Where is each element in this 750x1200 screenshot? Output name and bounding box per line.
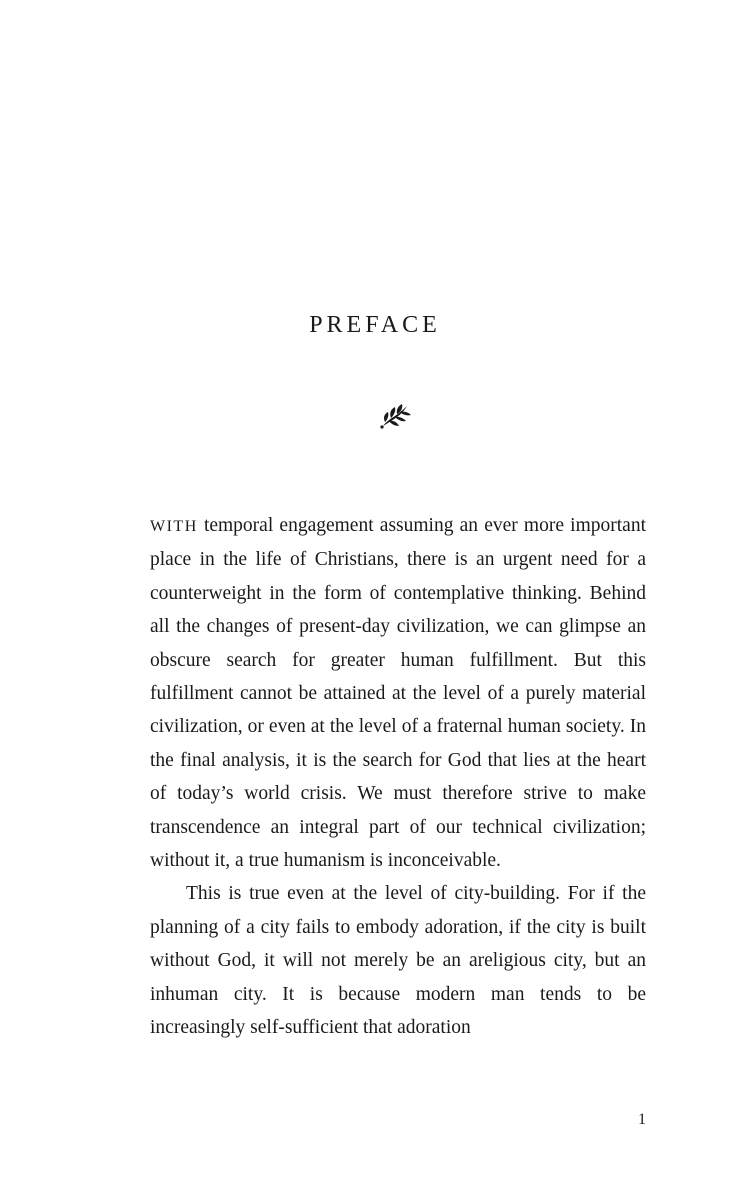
body-text <box>150 509 646 1045</box>
paragraph-1-text: temporal engagement assuming an ever more important place in the life of Christians, there is an urgent need for a counterweight in the form of contemplative thinking. Behind all the changes of present-day civilization, we can glimpse an obscure search for greater human fulfillment. But this fulfillment cannot be attained at the level of a purely material civilization, or even at the level of a fraternal human society. In the final analysis, it is the search for God that lies at the heart of today’s world crisis. We must therefore strive to make transcendence an integral part of our technical civilization; without it, a true humanism is inconceivable. <box>150 515 646 872</box>
chapter-title: PREFACE <box>309 312 441 338</box>
paragraph-2: This is true even at the level of city-building. For if the planning of a city fails to embody adoration, if the city is built without God, it will not merely be an areligious city, but an inhuman city. It is because modern man tends to be increasingly self-sufficient that adoration <box>150 883 646 1039</box>
page-number: 1 <box>638 1111 646 1128</box>
lead-in-smallcaps: WITH <box>150 518 198 535</box>
paragraph-1 <box>150 509 646 877</box>
fleuron-icon <box>377 402 413 430</box>
